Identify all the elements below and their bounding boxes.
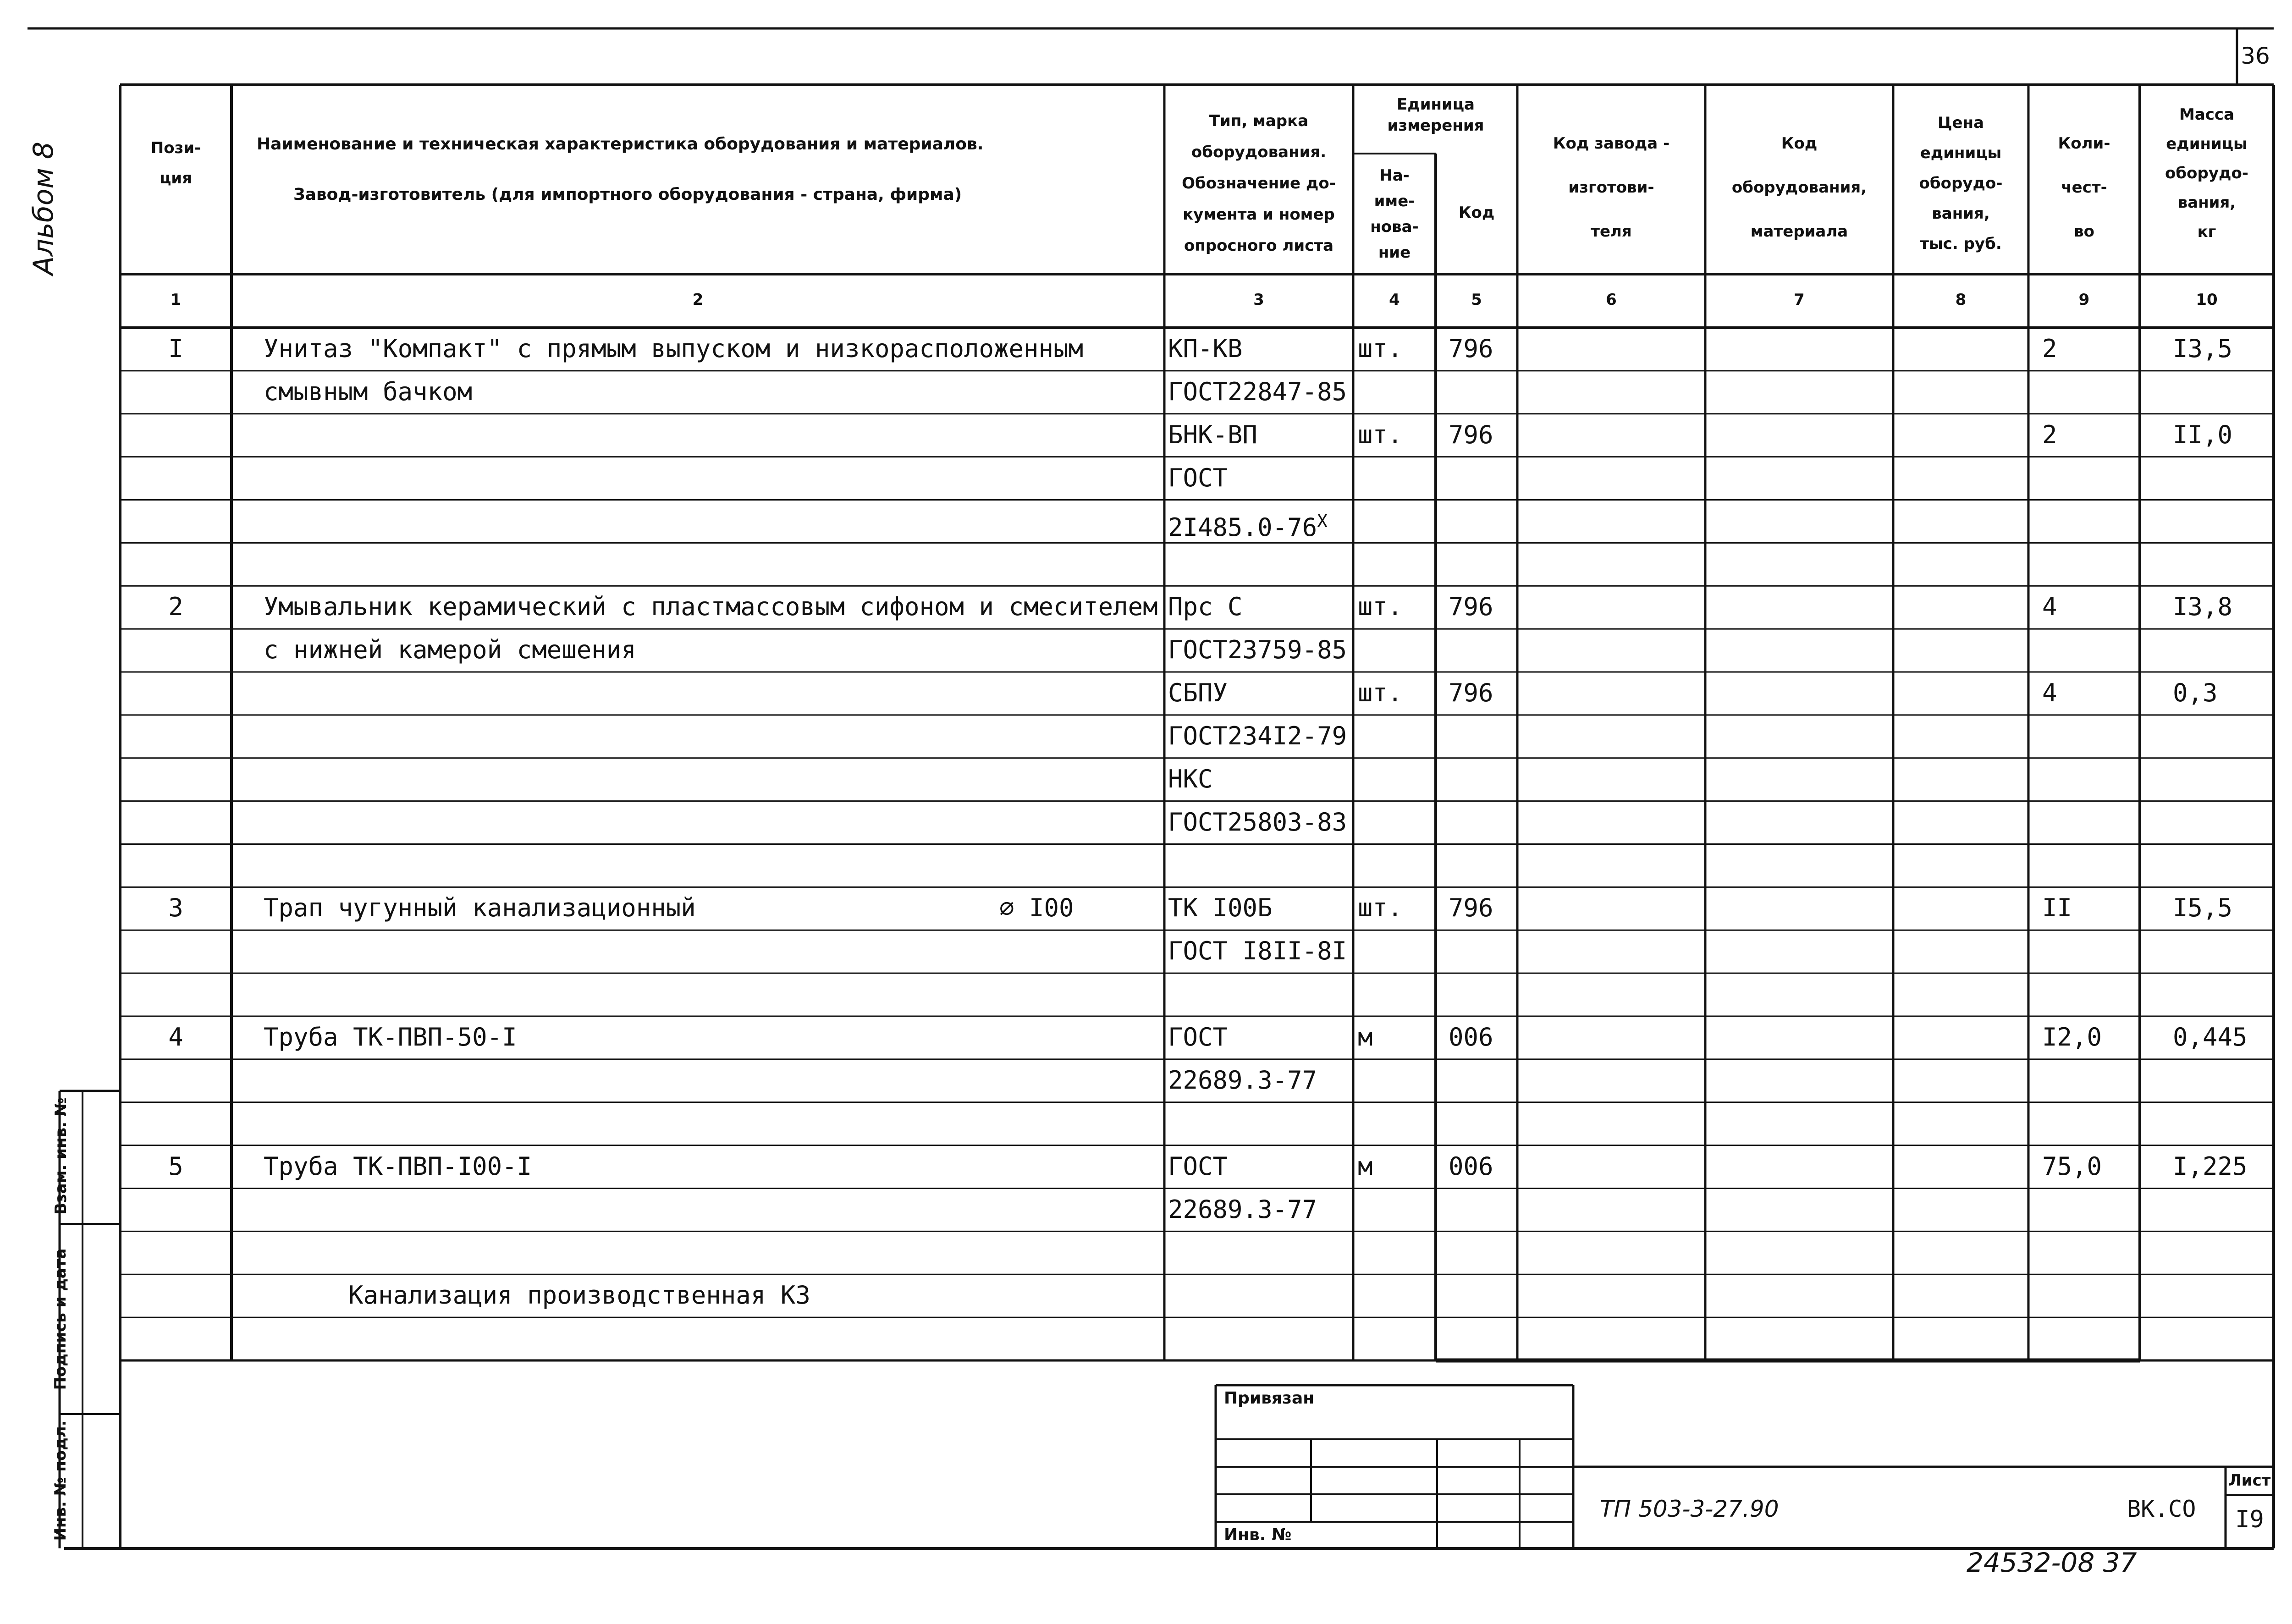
position-cell: I — [168, 334, 183, 363]
column-number: 10 — [2196, 291, 2218, 309]
unit-cell: шт. — [1358, 592, 1403, 622]
column-number: 5 — [1471, 291, 1482, 309]
unit-cell: шт. — [1358, 334, 1403, 363]
name-cell: Канализация производственная К3 — [348, 1281, 810, 1310]
header-name-line2: Завод-изготовитель (для импортного оборудования - страна, фирма) — [293, 185, 962, 204]
type-cell: БНК-ВП — [1168, 420, 1258, 449]
header-price: Цена единицы оборудо- вания, тыс. руб. — [1919, 114, 2003, 253]
mass-cell: II,0 — [2173, 420, 2233, 449]
column-number: 7 — [1794, 291, 1805, 309]
unit-code-cell: 796 — [1449, 334, 1493, 363]
column-number: 3 — [1253, 291, 1264, 309]
name-cell: Труба ТК-ПВП-50-I — [264, 1023, 517, 1051]
quantity-cell: 4 — [2042, 678, 2057, 707]
type-cell: 22689.3-77 — [1168, 1195, 1317, 1224]
header-position: Пози- ция — [150, 139, 201, 187]
quantity-cell: 75,0 — [2042, 1151, 2102, 1181]
type-cell: ГОСТ23759-85 — [1168, 635, 1347, 665]
type-cell: СБПУ — [1168, 678, 1228, 707]
header-factory-code: Код завода - изготови- теля — [1553, 134, 1670, 241]
column-number: 1 — [170, 291, 182, 309]
header-unit-code: Код — [1458, 204, 1495, 222]
type-cell: Прс С — [1168, 592, 1243, 622]
column-number: 6 — [1606, 291, 1617, 309]
type-cell: ГОСТ — [1168, 463, 1228, 492]
name-cell: смывным бачком — [264, 377, 473, 406]
mass-cell: 0,3 — [2173, 678, 2218, 707]
name-cell: Трап чугунный канализационный — [264, 893, 696, 923]
side-handwriting: Альбом 8 — [28, 142, 60, 275]
mass-cell: I3,5 — [2173, 334, 2233, 363]
type-cell: ТК I00Б — [1168, 893, 1273, 923]
mass-cell: 0,445 — [2173, 1023, 2248, 1051]
page-number: 36 — [2241, 43, 2270, 69]
column-number: 8 — [1955, 291, 1967, 309]
mass-cell: I,225 — [2173, 1151, 2248, 1181]
name-diameter-cell: ∅ I00 — [999, 893, 1074, 923]
unit-code-cell: 006 — [1449, 1023, 1493, 1051]
side-stamp-podpis: Подпись и дата — [51, 1248, 70, 1390]
column-number: 4 — [1389, 291, 1400, 309]
bottom-code: 24532-08 37 — [1967, 1547, 2137, 1578]
unit-cell: шт. — [1358, 678, 1403, 707]
mass-cell: I5,5 — [2173, 893, 2233, 923]
unit-code-cell: 006 — [1449, 1151, 1493, 1181]
column-number: 9 — [2078, 291, 2090, 309]
position-cell: 5 — [168, 1151, 183, 1181]
name-cell: с нижней камерой смешения — [264, 635, 636, 665]
name-cell: Труба ТК-ПВП-I00-I — [264, 1151, 532, 1181]
position-cell: 4 — [168, 1023, 183, 1051]
stamp-inv-no: Инв. № — [1224, 1525, 1292, 1544]
unit-code-cell: 796 — [1449, 592, 1493, 622]
document-mark: ВК.СО — [2127, 1496, 2196, 1522]
header-equipment-code: Код оборудования, материала — [1731, 134, 1867, 241]
position-cell: 3 — [168, 893, 183, 923]
quantity-cell: II — [2042, 893, 2072, 923]
header-mass: Масса единицы оборудо- вания, кг — [2165, 105, 2248, 241]
quantity-cell: I2,0 — [2042, 1023, 2102, 1051]
unit-cell: шт. — [1358, 893, 1403, 923]
type-cell: ГОСТ22847-85 — [1168, 377, 1347, 406]
side-stamp-vzam: Взам. инв. № — [52, 1097, 70, 1215]
stamp-privyazan: Привязан — [1224, 1389, 1315, 1408]
type-cell: ГОСТ I8II-8I — [1168, 936, 1347, 966]
type-cell: 22689.3-77 — [1168, 1065, 1317, 1095]
type-cell: ГОСТ25803-83 — [1168, 807, 1347, 837]
unit-code-cell: 796 — [1449, 893, 1493, 923]
sheet-label: Лист — [2228, 1471, 2271, 1490]
header-unit-name: На- име- нова- ние — [1370, 166, 1419, 262]
unit-cell: шт. — [1358, 420, 1403, 449]
document-code: ТП 503-3-27.90 — [1600, 1496, 1779, 1522]
name-cell: Умывальник керамический с пластмассовым сифоном и смесителем — [264, 592, 1158, 622]
unit-code-cell: 796 — [1449, 420, 1493, 449]
type-cell: $2I485.0-76^X$ — [1168, 511, 1328, 542]
type-cell: ГОСТ — [1168, 1151, 1228, 1181]
header-type: Тип, марка оборудования. Обозначение до- кумента и номер опросного листа — [1182, 112, 1336, 255]
unit-cell: м — [1358, 1151, 1373, 1181]
unit-code-cell: 796 — [1449, 678, 1493, 707]
quantity-cell: 2 — [2042, 334, 2057, 363]
header-quantity: Коли- чест- во — [2058, 134, 2110, 241]
position-cell: 2 — [168, 592, 183, 622]
type-cell: КП-КВ — [1168, 334, 1243, 363]
column-number: 2 — [692, 291, 704, 309]
sheet-number: I9 — [2235, 1506, 2264, 1533]
mass-cell: I3,8 — [2173, 592, 2233, 622]
quantity-cell: 4 — [2042, 592, 2057, 622]
header-unit-group: Единица измерения — [1387, 95, 1484, 135]
type-cell: НКС — [1168, 764, 1213, 793]
header-name-line1: Наименование и техническая характеристика оборудования и материалов. — [257, 135, 984, 154]
quantity-cell: 2 — [2042, 420, 2057, 449]
type-superscript: X — [1317, 511, 1328, 531]
side-stamp-inv-podl: Инв. № подл. — [51, 1420, 70, 1541]
type-cell: ГОСТ234I2-79 — [1168, 721, 1347, 750]
name-cell: Унитаз "Компакт" с прямым выпуском и низкорасположенным — [264, 334, 1084, 363]
type-cell: ГОСТ — [1168, 1023, 1228, 1051]
unit-cell: м — [1358, 1023, 1373, 1051]
